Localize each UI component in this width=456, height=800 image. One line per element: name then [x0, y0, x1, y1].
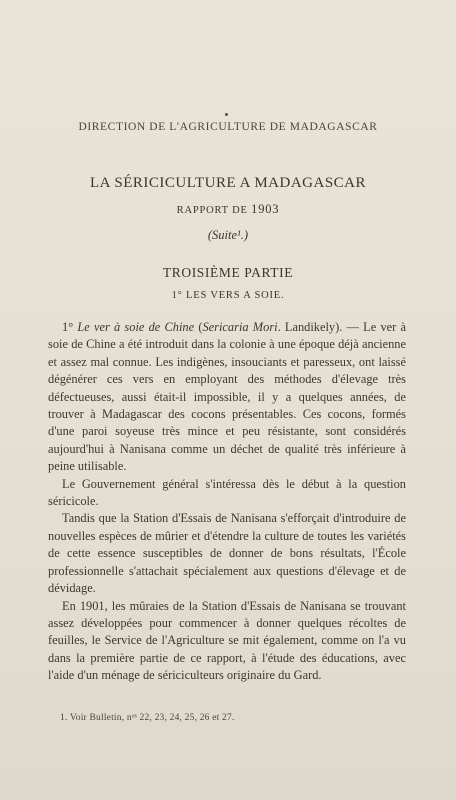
department-header: DIRECTION DE L'AGRICULTURE DE MADAGASCAR: [78, 121, 378, 133]
ink-dot: [225, 113, 228, 116]
report-subtitle: [0, 202, 456, 217]
part-title: TROISIÈME PARTIE: [162, 265, 294, 280]
p1-rest: . Landikely). — Le ver à soie de Chine a été introduit dans la colonie à une époque déjà ancienne et assez mal connue. Les indigènes, insouciants et paresseux, ont laissé dégénérer ces vers en employant des méthodes d'élevage très défectueuses, aussi était-il impossible, il y a quelques années, de trouver à Madagascar des cocons présentables. Ces cocons, formés d'une paroi soyeuse très mince et peu résistante, sont considérés aujourd'hui à Nanisana comme un déchet de qualité très inférieure à peine utilisable.: [48, 320, 406, 474]
continuation-note: (Suite¹.): [207, 228, 249, 242]
subtitle-prefix: RAPPORT DE: [176, 205, 248, 216]
section-title: 1° LES VERS A SOIE.: [171, 290, 285, 301]
subtitle-year: 1903: [251, 202, 280, 216]
p1-paren: (: [198, 320, 203, 334]
article-title: LA SÉRICICULTURE A MADAGASCAR: [89, 175, 367, 191]
p1-italic-heading: Le ver à soie de Chine: [77, 320, 195, 334]
paragraph-1: [48, 319, 406, 476]
p1-latin-name: Sericaria Mori: [202, 320, 278, 334]
paragraph-4: En 1901, les mûraies de la Station d'Essais de Nanisana se trouvant assez développées pour commencer à donner quelques récoltes de feuilles, le Service de l'Agriculture se mit également, comme on l'a vu dans la première partie de ce rapport, à l'étude des éducations, avec l'aide d'un ménage de sériciculteurs originaire du Gard.: [48, 598, 406, 683]
paragraph-3: Tandis que la Station d'Essais de Nanisana s'efforçait d'introduire de nouvelles espèces de mûrier et d'étendre la culture de toutes les variétés de cette essence susceptibles de donner de bons résultats, l'École professionnelle s'attachait spécialement aux questions d'élevage et de dévidage.: [48, 511, 406, 596]
body-text: [48, 319, 406, 685]
paragraph-2: Le Gouvernement général s'intéressa dès le début à la question séricicole.: [48, 476, 406, 509]
p1-lead: 1°: [62, 320, 74, 334]
footnote: 1. Voir Bulletin, nᵒˢ 22, 23, 24, 25, 26 et 27.: [60, 713, 235, 723]
